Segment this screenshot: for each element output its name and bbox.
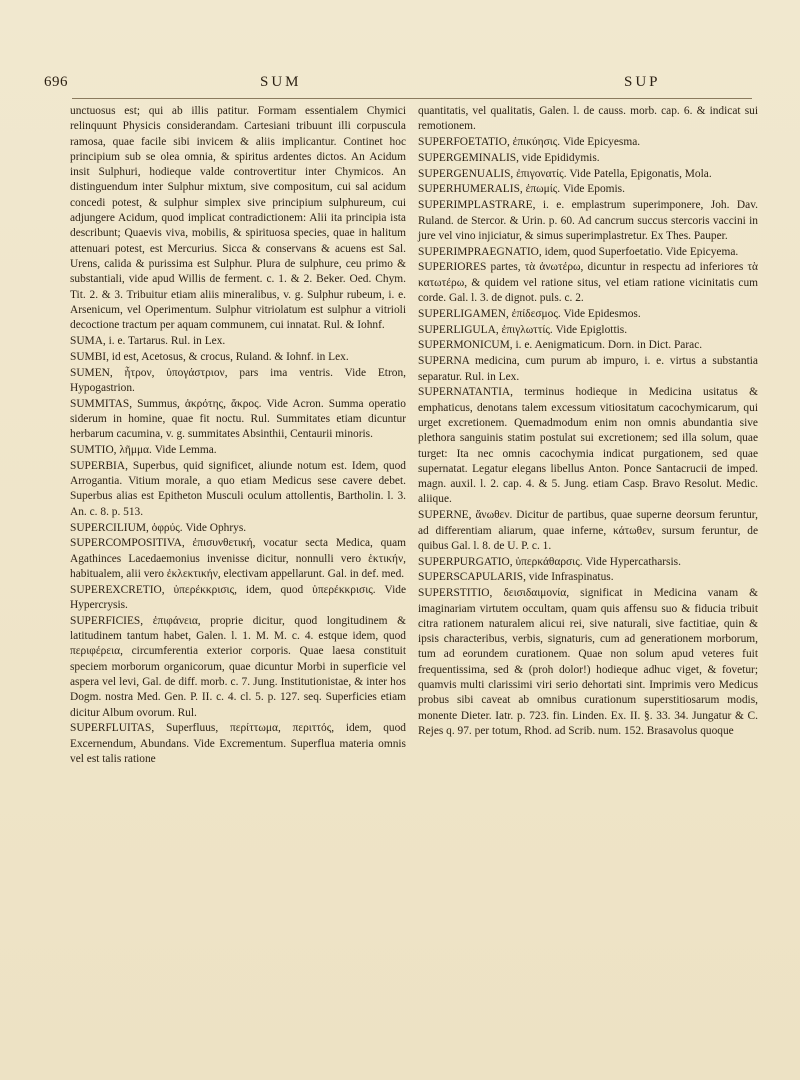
entry: SUMMITAS, Summus, ἀκρότης, ἄκρος. Vide Acron. Summa operatio siderum in homine, quae fit noctu. Rul. Summitates etiam dicuntur herbarum cacumina, v. g. summitates Absinthii, Centaurii minoris. <box>70 397 406 441</box>
entry: SUPERIORES partes, τὰ ἀνωτέρω, dicuntur in respectu ad inferiores τὰ κατωτέρω, & quidem vel ratione situs, vel etiam ratione vicinitatis cum corde. Gal. l. 3. de dignot. puls. c. 2. <box>418 261 758 305</box>
entry: SUPEREXCRETIO, ὑπερέκκρισις, idem, quod ὑπερέκκρισις. Vide Hypercrysis. <box>70 583 406 611</box>
page-number: 696 <box>44 74 68 90</box>
entry: SUMBI, id est, Acetosus, & crocus, Ruland. & Iohnf. in Lex. <box>70 350 349 363</box>
entry: SUPERLIGULA, ἐπιγλωττίς. Vide Epiglottis. <box>418 323 628 336</box>
entry: SUPERIMPRAEGNATIO, idem, quod Superfoetatio. Vide Epicyema. <box>418 245 739 258</box>
entry: SUPERNATANTIA, terminus hodieque in Medicina usitatus & emphaticus, denotans talem excessum vitiositatum cacochymicarum, qui urget excretionem. Quemadmodum enim non omnis abundantia sive plethora sanguinis statim postulat sui excretionem; sed illa solum, quae turget: Ita nec omnis cacochymia indicat purgationem, sed quae supernatat. Legatur elegans libellus Anton. Ponce Santacrucii de imped. magn. auxil. l. 2. cap. 4. & 5. Jung. etiam Casp. Bravo Resolut. Medic. aliique. <box>418 386 758 506</box>
entry: unctuosus est; qui ab illis patitur. Formam essentialem Chymici relinquunt Physicis considerandam. Cartesiani tribuunt illi corpuscula ramosa, quae facile sibi invicem & aliis implicantur. Continet hoc principium sub se olea omnia, & spiritus ardentes dictos. An Acidum insit Sulphuri, hodieque valde controvertitur inter Chymicos. An distinguendum inter Sulphur mixtum, sive compositum, cui sal acidum concedi potest, & sulphur simplex sive principium sulphureum, cui adjungere Acidum, quod implicat contradictionem: Alii ita principia ista describunt; Quaevis viva, mobilis, & spirituosa species, quae in halitum attenuari potest, est Mercurius. Sicca & conservans & acuens est Sal. Urens, calida & purissima est Sulphur. Plura de sulphure, ceu primo & substantiali, vide apud Willis de ferment. c. 1. & 2. Beker. Oed. Chym. Tit. 2. & 3. Tribuitur etiam aliis mineralibus, v. g. Sulphur rubeum, i. e. Arsenicum, vel Operimentum. Sulphur vitriolatum est sulphur a vitrioli decoctione tractum per aquam communem, cui innatat. Rul. & Iohnf. <box>70 105 406 332</box>
entry: SUPERGEMINALIS, vide Epididymis. <box>418 151 600 164</box>
header-rule <box>72 98 752 99</box>
entry: SUPERCOMPOSITIVA, ἐπισυνθετική, vocatur secta Medica, quam Agathinces Lacedaemonius invenisse dicitur, nonnulli vero ἑκτικήν, habitualem, alii vero ἐκλεκτικήν, electivam appellarunt. Gal. in def. med. <box>70 537 406 580</box>
left-running-head: SUM <box>260 74 302 90</box>
entry: SUPERNE, ἄνωθεν. Dicitur de partibus, quae superne deorsum feruntur, ad differentiam aliarum, quae inferne, κάτωθεν, sursum feruntur, de quibus Gal. l. 8. de U. P. c. 1. <box>418 509 758 552</box>
entry: SUPERSTITIO, δεισιδαιμονία, significat in Medicina vanam & imaginariam virtutem occultam, quam quis affensu suo & fiducia tribuit citra rationem naturalem alicui rei, sive naturali, sive factitiae, quin & ipsis characteribus, verbis, signaturis, cum ad generationem morborum, tum ad eorundem curationem. Quae non solum apud veteres fuit frequentissima, sed & (proh dolor!) hodieque adhuc viget, & fovetur; quamvis multi clarissimi viri serio dehortati sint. Imprimis vero Medicus probus sibi caveat ab omnibus curationum superstitiosarum modis, monente Dieter. Iatr. p. 723. fin. Linden. Ex. II. §. 33. 34. Jungatur & C. Rejes q. 97. per totum, Rhod. ad Scrib. num. 152. Brasavolus quoque <box>418 587 758 737</box>
entry: SUMEN, ἦτρον, ὑπογάστριον, pars ima ventris. Vide Etron, Hypogastrion. <box>70 366 406 394</box>
entry: SUPERNA medicina, cum purum ab impuro, i. e. virtus a substantia separatur. Rul. in Lex. <box>418 355 758 383</box>
entry: SUPERMONICUM, i. e. Aenigmaticum. Dorn. in Dict. Parac. <box>418 339 703 352</box>
entry: SUPERGENUALIS, ἐπιγονατίς. Vide Patella, Epigonatis, Mola. <box>418 167 712 180</box>
left-column <box>70 104 406 768</box>
entry: SUPERIMPLASTRARE, i. e. emplastrum superimponere, Joh. Dav. Ruland. de Stercor. & Urin. p. 60. Ad cancrum succus stercoris vaccini in jure vel vino injiciatur, & simus superimplastretur. Ex Thes. Pauper. <box>418 199 758 242</box>
right-running-head: SUP <box>624 74 661 90</box>
entry: SUPERLIGAMEN, ἐπίδεσμος. Vide Epidesmos. <box>418 307 641 320</box>
entry: SUPERFLUITAS, Superfluus, περίττωμα, περιττός, idem, quod Excernendum, Abundans. Vide Excrementum. Superflua materia omnis vel est talis ratione <box>70 722 406 765</box>
entry: SUPERPURGATIO, ὑπερκάθαρσις. Vide Hypercatharsis. <box>418 555 681 568</box>
entry: SUPERFOETATIO, ἐπικύησις. Vide Epicyesma. <box>418 136 641 149</box>
entry: SUPERFICIES, ἐπιφάνεια, proprie dicitur, quod longitudinem & latitudinem tantum habet, Galen. l. 1. M. M. c. 4. estque idem, quod περιφέρεια, circumferentia exterior corporis. Quae laesa constituit speciem morborum organicorum, quae dicuntur Morbi in superficie vel aspera vel levi, Gal. de diff. morb. c. 7. Jung. Institutionistae, & inter hos Dogm. nostra Med. Gen. P. II. c. 4. cl. 5. p. 127. seq. Superficies etiam dicitur Album ovorum. Rul. <box>70 614 406 719</box>
entry: SUPERSCAPULARIS, vide Infraspinatus. <box>418 571 614 584</box>
entry: SUMTIO, λῆμμα. Vide Lemma. <box>70 444 217 457</box>
entry: SUPERBIA, Superbus, quid significet, aliunde notum est. Idem, quod Arrogantia. Vitium morale, a quo etiam Medicus sese cavere debet. Superbus alias est Epitheton Musculi oculum attollentis, Bartholin. l. 3. An. c. 8. p. 513. <box>70 459 406 518</box>
entry: SUPERHUMERALIS, ἐπωμίς. Vide Epomis. <box>418 183 625 196</box>
entry: SUMA, i. e. Tartarus. Rul. in Lex. <box>70 334 226 347</box>
running-header <box>44 74 760 96</box>
right-column <box>418 104 758 740</box>
entry: quantitatis, vel qualitatis, Galen. l. de causs. morb. cap. 6. & indicat sui remotionem. <box>418 105 758 133</box>
entry: SUPERCILIUM, ὀφρύς. Vide Ophrys. <box>70 521 247 534</box>
